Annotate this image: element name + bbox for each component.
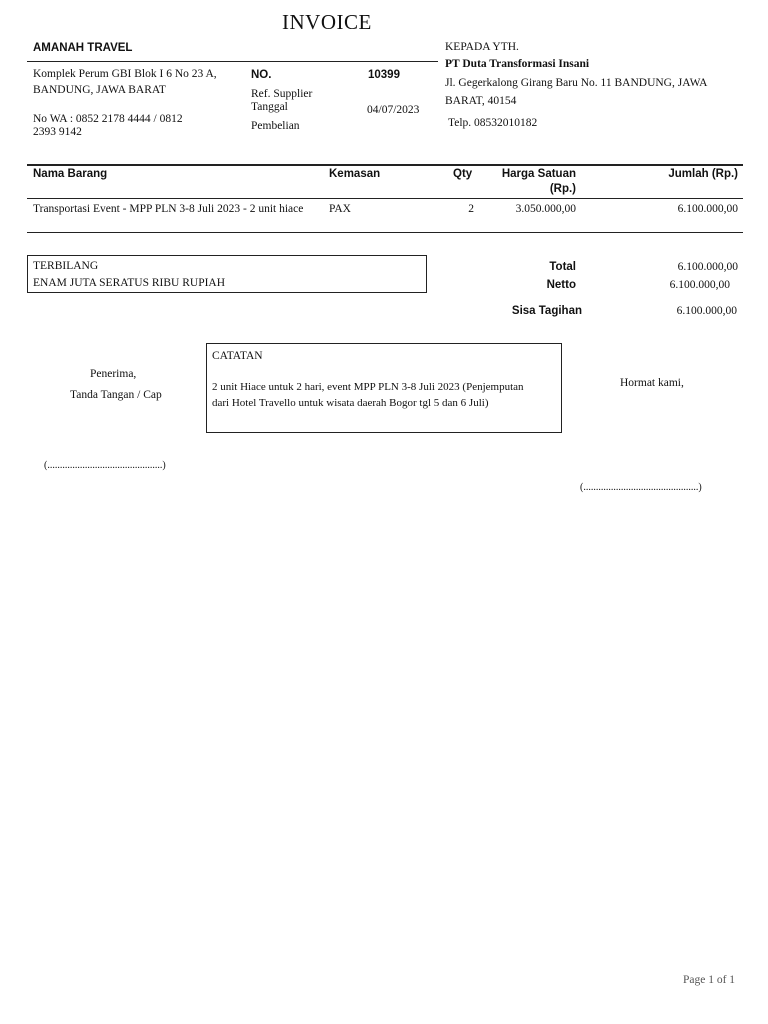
header-qty: Qty [453,168,473,180]
row-nama-barang: Transportasi Event - MPP PLN 3-8 Juli 2023 - 2 unit hiace [33,203,304,215]
catatan-line1: 2 unit Hiace untuk 2 hari, event MPP PLN 3-8 Juli 2023 (Penjemputan [212,381,524,393]
total-value: 6.100.000,00 [677,261,738,273]
header-harga-line1: Harga Satuan [501,168,576,180]
terbilang-label: TERBILANG [33,260,99,272]
row-harga: 3.050.000,00 [515,203,576,215]
header-kemasan: Kemasan [329,168,381,180]
hormat-kami-label: Hormat kami, [620,377,684,389]
header-jumlah: Jumlah (Rp.) [668,168,738,180]
seller-phone-line2: 2393 9142 [33,126,82,138]
netto-label: Netto [546,279,576,291]
row-qty: 2 [468,203,474,215]
seller-name: AMANAH TRAVEL [33,42,133,54]
catatan-box [206,343,562,433]
invoice-title: INVOICE [282,10,372,34]
invoice-no-label: NO. [251,69,272,81]
tanda-tangan-label: Tanda Tangan / Cap [70,389,162,401]
table-header-divider [27,198,743,199]
seller-address-line1: Komplek Perum GBI Blok I 6 No 23 A, [33,68,217,80]
netto-value: 6.100.000,00 [669,279,730,291]
penerima-label: Penerima, [90,368,137,380]
row-kemasan: PAX [329,203,351,215]
catatan-line2: dari Hotel Travello untuk wisata daerah Bogor tgl 5 dan 6 Juli) [212,397,489,409]
header-nama-barang: Nama Barang [33,168,108,180]
hormat-signature-line: (..............................................) [580,482,702,493]
seller-phone-line1: No WA : 0852 2178 4444 / 0812 [33,113,183,125]
total-label: Total [549,261,576,273]
table-bottom-border [27,232,743,233]
tanggal-value: 04/07/2023 [367,104,420,116]
table-row [0,201,768,219]
sisa-tagihan-label: Sisa Tagihan [511,305,582,317]
page-number: Page 1 of 1 [683,974,736,986]
sisa-tagihan-value: 6.100.000,00 [676,305,737,317]
kepada-label: KEPADA YTH. [445,41,519,53]
row-jumlah: 6.100.000,00 [677,203,738,215]
ref-supplier-label: Ref. Supplier [251,88,313,100]
invoice-no-value: 10399 [368,69,400,81]
seller-address-line2: BANDUNG, JAWA BARAT [33,84,166,96]
recipient-name: PT Duta Transformasi Insani [445,58,590,70]
catatan-label: CATATAN [212,350,263,362]
penerima-signature-line: (..............................................) [44,460,166,471]
recipient-address-line2: BARAT, 40154 [445,95,517,107]
recipient-address-line1: Jl. Gegerkalong Girang Baru No. 11 BANDUNG, JAWA [445,77,708,89]
tanggal-label: Tanggal [251,101,288,113]
table-top-border [27,164,743,166]
recipient-phone: Telp. 08532010182 [448,117,538,129]
header-harga-line2: (Rp.) [549,183,576,195]
seller-divider [27,61,438,62]
terbilang-box [27,255,427,293]
pembelian-label: Pembelian [251,120,300,132]
terbilang-value: ENAM JUTA SERATUS RIBU RUPIAH [33,277,226,289]
